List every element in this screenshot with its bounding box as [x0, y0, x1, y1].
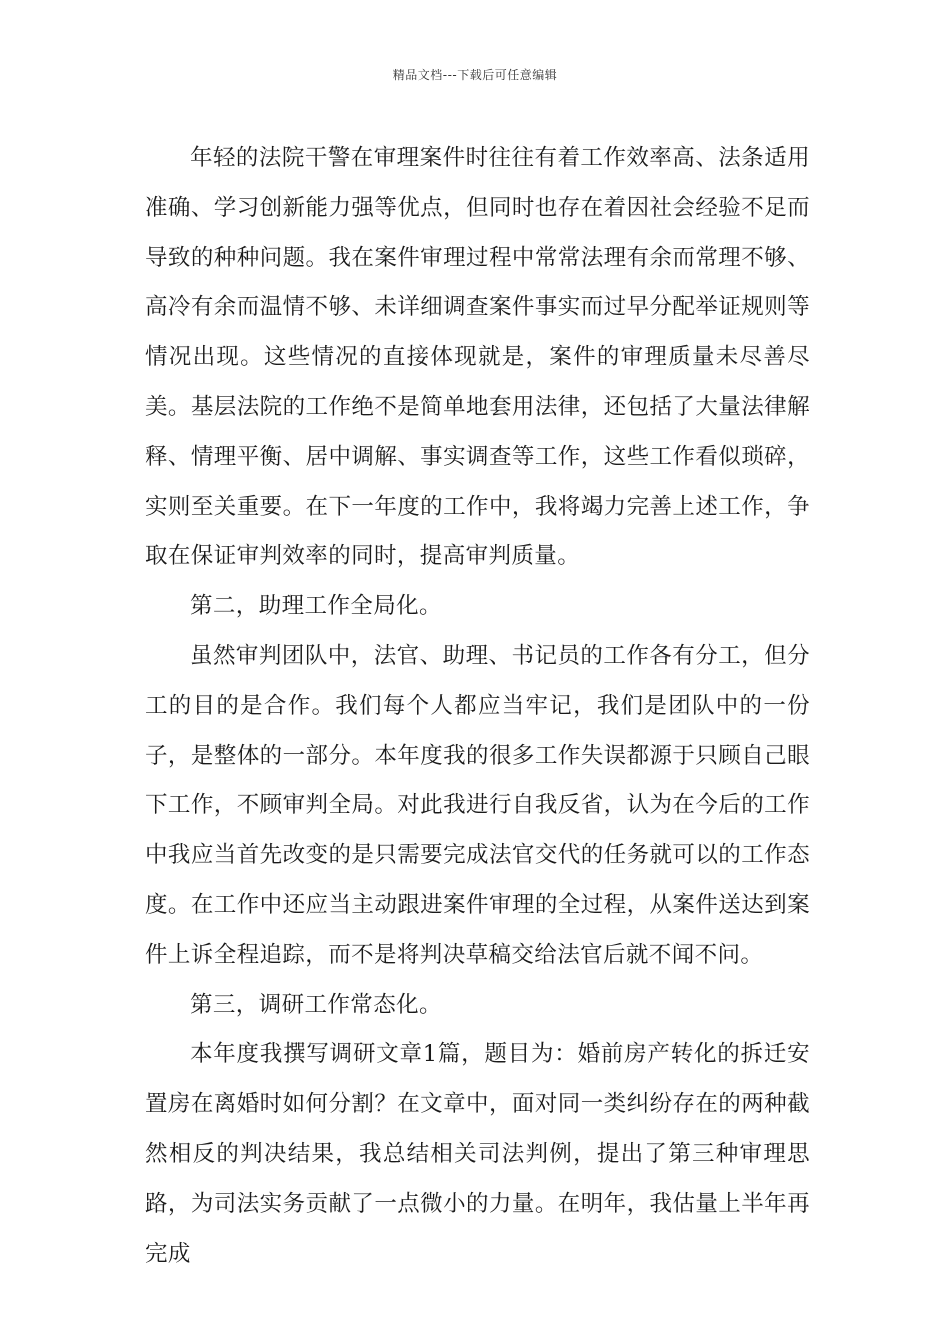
paragraph-research: 本年度我撰写调研文章1篇，题目为：婚前房产转化的拆迁安置房在离婚时如何分割？在文章中，面对同一类纠纷存在的两种截然相反的判决结果，我总结相关司法判例，提出了第三种审理思路，为司法实务贡献了一点微小的力量。在明年，我估量上半年再完成 [145, 1041, 810, 1267]
heading-assistant-work: 第二，助理工作全局化。 [190, 593, 442, 620]
paragraph-teamwork: 虽然审判团队中，法官、助理、书记员的工作各有分工，但分工的目的是合作。我们每个人都应当牢记，我们是团队中的一份子，是整体的一部分。本年度我的很多工作失误都源于只顾自己眼下工作，不顾审判全局。对此我进行自我反省，认为在今后的工作中我应当首先改变的是只需要完成法官交代的任务就可以的工作态度。在工作中还应当主动跟进案件审理的全过程，从案件送达到案件上诉全程追踪，而不是将判决草稿交给法官后就不闻不问。 [145, 642, 810, 968]
heading-research-work: 第三，调研工作常态化。 [190, 991, 442, 1018]
page-header: 精品文档---下载后可任意编辑 [392, 68, 558, 82]
document-body [145, 134, 810, 1279]
paragraph-work-quality: 年轻的法院干警在审理案件时往往有着工作效率高、法条适用准确、学习创新能力强等优点，但同时也存在着因社会经验不足而导致的种种问题。我在案件审理过程中常常法理有余而常理不够、高冷有余而温情不够、未详细调查案件事实而过早分配举证规则等情况出现。这些情况的直接体现就是，案件的审理质量未尽善尽美。基层法院的工作绝不是简单地套用法律，还包括了大量法律解释、情理平衡、居中调解、事实调查等工作，这些工作看似琐碎，实则至关重要。在下一年度的工作中，我将竭力完善上述工作，争取在保证审判效率的同时，提高审判质量。 [145, 145, 810, 570]
